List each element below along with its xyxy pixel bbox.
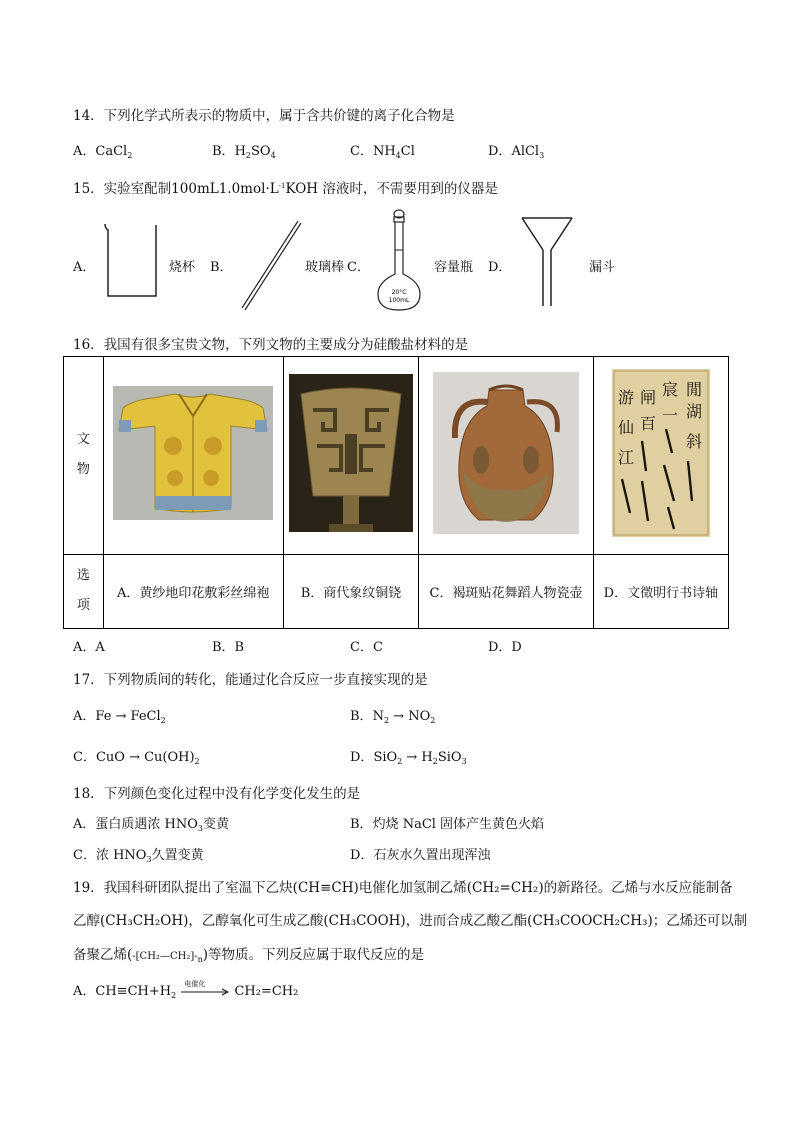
option-text: 石灰水久置出现浑浊 [373,848,491,863]
q17-option-d[interactable] [350,746,467,766]
formula: Cl [400,144,415,159]
reaction-condition: 电催化 [184,979,206,988]
subscript: 3 [461,757,467,766]
option-text: 久置变黄 [151,848,204,863]
bronze-nao-image [289,374,413,532]
volumetric-flask-icon [374,206,424,312]
subscript: 2 [432,757,438,766]
row-label-char: 物 [76,462,90,478]
relic-image-a [103,357,283,555]
subscript: 2 [160,716,166,725]
stem-text: 15．实验室配制100mL1.0mol·L [73,181,279,197]
option-text: 变黄 [203,817,230,832]
option-letter: A． [73,709,96,724]
funnel-icon [520,216,574,310]
subscript: 2 [383,716,390,725]
option-text: 浓 HNO [95,848,147,863]
arrow-icon [180,986,230,998]
subscript: 3 [146,855,152,864]
stem-text: )等物质。下列反应属于取代反应的是 [202,947,425,963]
q16-stem: 16．我国有很多宝贵文物，下列文物的主要成分为硅酸盐材料的是 [73,337,469,353]
calligraphy-char: 斜 [685,432,702,452]
superscript: -1 [278,182,286,190]
q14-option-c[interactable] [350,140,415,160]
caption-c: C．褐斑贴花舞蹈人物瓷壶 [419,554,594,628]
subscript: 2 [397,757,403,766]
q18-option-a[interactable] [73,813,229,833]
option-text: 蛋白质遇浓 HNO [95,817,198,832]
formula: SiO [437,750,462,765]
option-letter: C． [73,750,96,765]
glass-rod-icon [236,218,302,312]
q15-option-b-letter[interactable]: B． [210,260,233,275]
subscript: 3 [197,824,203,833]
flask-temp-text: 20°C [391,289,407,296]
subscript: 2 [430,716,436,725]
q17-stem: 17．下列物质间的转化，能通过化合反应一步直接实现的是 [73,672,428,688]
flask-volume-text: 100mL [388,297,410,304]
formula: CaCl [95,144,128,159]
q18-option-b[interactable] [350,813,544,832]
q15-stem [73,177,498,197]
calligraphy-char: 宸 [661,380,678,400]
option-text: 灼烧 NaCl 固体产生黄色火焰 [372,817,545,832]
caption-d: D．文徵明行书诗轴 [593,554,728,628]
q18-stem: 18．下列颜色变化过程中没有化学变化发生的是 [73,786,361,802]
q19-line-2: 乙醇(CH₃CH₂OH)，乙醇氧化可生成乙酸(CH₃COOH)，进而合成乙酸乙酯(CH₃COOCH₂CH₃)；乙烯还可以制 [73,913,748,929]
option-letter: B． [350,817,373,832]
calligraphy-char: 仙 [617,418,634,438]
q15-option-d-letter[interactable]: D． [488,260,512,275]
calligraphy-char: 江 [617,448,634,468]
formula: CuO → Cu(OH) [95,750,195,765]
subscript: 2 [171,991,177,1000]
subscript: n [197,955,203,964]
calligraphy-char: 閒 [685,380,702,400]
relic-image-c [419,357,594,555]
q17-option-a[interactable] [73,705,166,725]
row-label-char: 选 [76,568,90,584]
option-letter: C． [350,144,373,159]
subscript: 3 [539,151,545,160]
q18-option-c[interactable] [73,844,204,864]
caption-b: B．商代象纹铜铙 [283,554,418,628]
formula: H [234,144,246,159]
subscript: 2 [127,151,133,160]
formula: CH₂=CH₂ [234,984,299,999]
q14-option-a[interactable] [73,140,132,160]
polymer-formula: -[CH₂—CH₂]- [132,951,198,962]
option-letter: C． [73,848,96,863]
formula: Fe → FeCl [95,709,161,724]
calligraphy-char: 湖 [685,402,702,422]
formula: CH≡CH+H [95,984,172,999]
q19-line-3 [73,943,424,964]
stem-text: 备聚乙烯( [73,947,133,963]
formula: → NO [389,709,431,724]
q15-option-c-letter[interactable]: C． [347,260,370,275]
formula: AlCl [511,144,540,159]
formula: SO [251,144,271,159]
option-letter: D． [488,144,512,159]
option-letter: B． [350,709,373,724]
caption-a: A．黄纱地印花敷彩丝绵袍 [103,554,283,628]
flask-label: 容量瓶 [434,260,474,275]
q17-option-b[interactable] [350,705,435,725]
q19-line-1: 19．我国科研团队提出了室温下乙炔(CH≡CH)电催化加氢制乙烯(CH₂=CH₂)的新路径。乙烯与水反应能制备 [73,880,733,896]
beaker-label: 烧杯 [169,260,196,275]
funnel-label: 漏斗 [589,260,616,275]
calligraphy-scroll-image [612,369,710,537]
calligraphy-char: 闸 [639,388,656,408]
q15-option-a-letter[interactable]: A． [73,260,96,275]
formula: N [372,709,384,724]
row-label-option [64,554,104,628]
subscript: 4 [395,151,401,160]
q14-option-d[interactable] [488,140,544,160]
row-label-char: 文 [76,432,90,448]
relic-image-b [283,357,418,555]
q18-option-d[interactable] [350,844,490,863]
q17-option-c[interactable] [73,746,200,766]
subscript: 2 [245,151,251,160]
calligraphy-char: 游 [617,388,634,408]
reaction-arrow [180,979,230,998]
subscript: 4 [270,151,276,160]
formula: → H [402,750,433,765]
calligraphy-char: 一 [661,406,678,426]
relic-image-d [593,357,728,555]
subscript: 2 [194,757,200,766]
row-label-relic [64,357,104,555]
relics-table [63,356,729,629]
q16-option-d[interactable]: D．D [488,640,522,655]
option-letter: A． [73,817,96,832]
silk-robe-image [113,386,273,520]
formula: SiO [373,750,398,765]
q16-option-c[interactable]: C．C [350,640,383,655]
option-letter: A． [73,144,96,159]
stem-text: KOH 溶液时，不需要用到的仪器是 [285,181,498,197]
option-letter: D． [350,750,374,765]
beaker-icon [102,222,160,300]
option-letter: A． [73,984,96,999]
porcelain-ewer-image [433,372,579,534]
q14-stem: 14．下列化学式所表示的物质中，属于含共价键的离子化合物是 [73,108,455,124]
q14-option-b[interactable] [212,140,276,160]
row-label-char: 项 [76,598,90,614]
glass-rod-label: 玻璃棒 [305,260,345,275]
q16-option-a[interactable]: A．A [73,640,105,655]
q19-option-a[interactable] [73,980,298,1000]
formula: NH [372,144,396,159]
q16-option-b[interactable]: B．B [212,640,245,655]
option-letter: D． [350,848,374,863]
option-letter: B． [212,144,235,159]
calligraphy-char: 百 [639,414,656,434]
